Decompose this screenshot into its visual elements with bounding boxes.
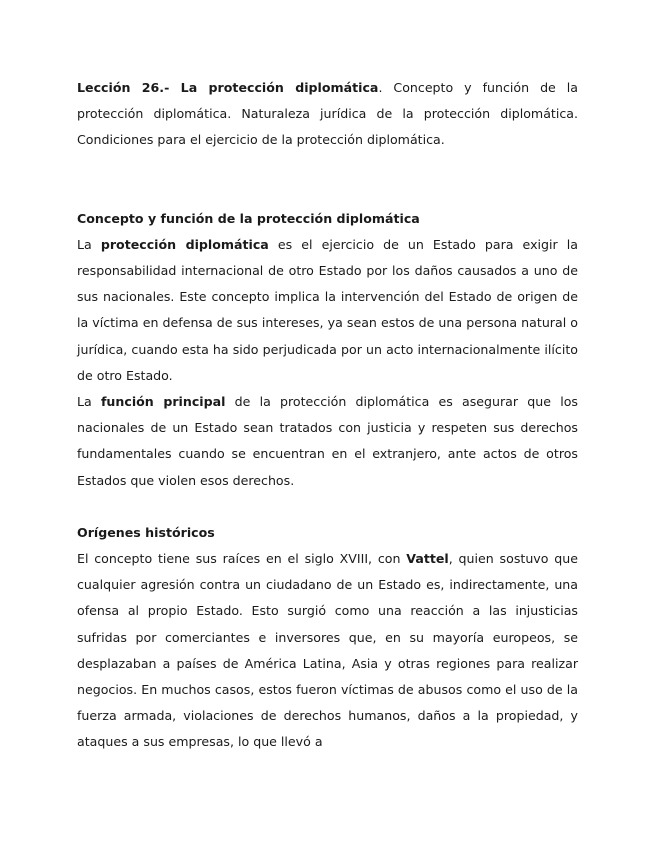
document-page: [77, 75, 578, 756]
spacer: [77, 494, 578, 520]
concept-p2-bold: función principal: [100, 394, 226, 410]
section-heading-origins: Orígenes históricos: [77, 524, 215, 540]
spacer: [77, 154, 578, 206]
lesson-intro-text: . Concepto y función de la protección diplomática. Naturaleza jurídica de la protección diplomática. Condiciones para el ejercicio de la protección diplomática.: [77, 80, 578, 148]
origins-p1-rest: , quien sostuvo que cualquier agresión contra un ciudadano de un Estado es, indirectamente, una ofensa al propio Estado. Esto surgió como una reacción a las injusticias sufridas por comerciantes e inversores que, en su mayoría europeos, se desplazaban a países de América Latina, Asia y otras regiones para realizar negocios. En muchos casos, estos fueron víctimas de abusos como el uso de la fuerza armada, violaciones de derechos humanos, daños a la propiedad, y ataques a sus empresas, lo que llevó a: [77, 551, 578, 750]
origins-p1-bold: Vattel: [406, 551, 449, 567]
concept-paragraph-2: [77, 389, 578, 494]
origins-p1-start: El concepto tiene sus raíces en el siglo XVIII, con: [77, 551, 407, 567]
concept-paragraph-1: [77, 232, 578, 389]
concept-p1-bold: protección diplomática: [100, 236, 269, 252]
origins-paragraph-1: [77, 546, 578, 756]
lesson-title: Lección 26.- La protección diplomática: [77, 80, 379, 95]
concept-p1-rest: es el ejercicio de un Estado para exigir la responsabilidad internacional de otro Estado por los daños causados a uno de sus nacionales. Este concepto implica la intervención del Estado de origen de la víctima en defensa de sus intereses, ya sean estos de una persona natural o jurídica, cuando esta ha sido perjudicada por un acto internacionalmente ilícito de otro Estado.: [77, 236, 578, 383]
concept-p2-rest: de la protección diplomática es asegurar que los nacionales de un Estado sean tratados con justicia y respeten sus derechos fundamentales cuando se encuentran en el extranjero, ante actos de otros Estados que violen esos derechos.: [77, 394, 578, 488]
concept-p1-start: La: [77, 236, 101, 252]
concept-p2-start: La: [77, 394, 101, 410]
section-heading-concept: Concepto y función de la protección diplomática: [77, 210, 420, 226]
lesson-intro-paragraph: [77, 75, 578, 154]
